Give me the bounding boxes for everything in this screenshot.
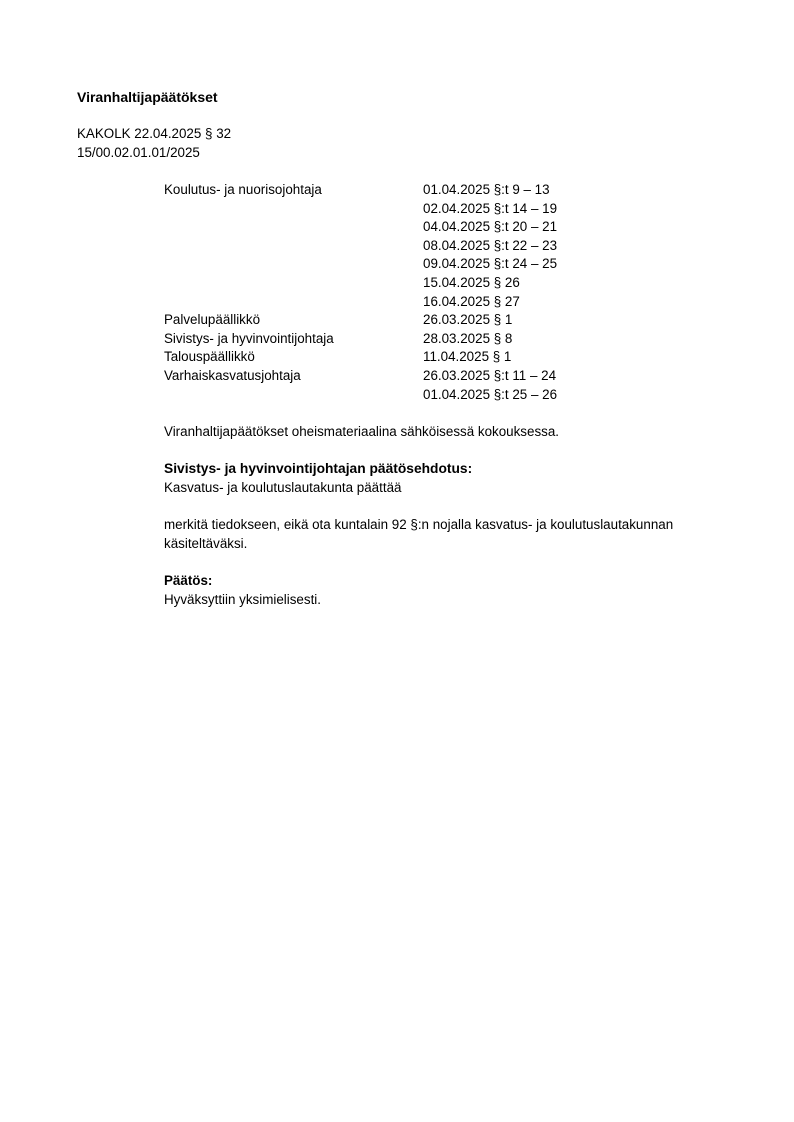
decision-reference: 26.03.2025 § 1 xyxy=(423,312,513,328)
decision-official: Talouspäällikkö xyxy=(164,349,255,365)
decision-reference: 04.04.2025 §:t 20 – 21 xyxy=(423,219,558,235)
meeting-reference: KAKOLK 22.04.2025 § 32 xyxy=(77,126,232,141)
decision-official: Palvelupäällikkö xyxy=(164,312,261,328)
decision-row xyxy=(164,368,724,387)
decision-reference: 16.04.2025 § 27 xyxy=(423,293,520,309)
decision-row xyxy=(164,275,724,294)
decision-reference: 09.04.2025 §:t 24 – 25 xyxy=(423,256,558,272)
decision-row xyxy=(164,294,724,313)
decision-row xyxy=(164,219,724,238)
decision-reference: 02.04.2025 §:t 14 – 19 xyxy=(423,200,558,216)
decision-official: Koulutus- ja nuorisojohtaja xyxy=(164,182,322,197)
proposal-heading: Sivistys- ja hyvinvointijohtajan päätösehdotus: xyxy=(164,461,473,476)
proposal-body: merkitä tiedokseen, eikä ota kuntalain 92 §:n nojalla kasvatus- ja koulutuslautakunnan käsiteltäväksi. xyxy=(164,517,674,551)
decision-reference: 11.04.2025 § 1 xyxy=(423,349,512,365)
decision-row xyxy=(164,387,724,406)
decision-row xyxy=(164,201,724,220)
decision-row xyxy=(164,349,724,368)
decision-row xyxy=(164,256,724,275)
proposal-intro: Kasvatus- ja koulutuslautakunta päättää xyxy=(164,480,402,495)
decision-official: Sivistys- ja hyvinvointijohtaja xyxy=(164,330,334,346)
decision-reference: 28.03.2025 § 8 xyxy=(423,330,513,346)
attachment-note: Viranhaltijapäätökset oheismateriaalina sähköisessä kokouksessa. xyxy=(164,424,560,439)
decision-reference: 08.04.2025 §:t 22 – 23 xyxy=(423,237,558,253)
decision-official: Varhaiskasvatusjohtaja xyxy=(164,368,301,383)
diary-number: 15/00.02.01.01/2025 xyxy=(77,145,200,160)
decision-row xyxy=(164,238,724,257)
decision-reference: 01.04.2025 §:t 25 – 26 xyxy=(423,386,558,402)
decision-heading: Päätös: xyxy=(164,573,213,588)
decision-reference: 26.03.2025 §:t 11 – 24 xyxy=(423,368,557,383)
decision-row xyxy=(164,182,724,201)
decision-text: Hyväksyttiin yksimielisesti. xyxy=(164,592,321,607)
decision-reference: 01.04.2025 §:t 9 – 13 xyxy=(423,182,550,197)
decision-row xyxy=(164,331,724,350)
page-title: Viranhaltijapäätökset xyxy=(77,89,218,105)
decision-row xyxy=(164,312,724,331)
decision-reference: 15.04.2025 § 26 xyxy=(423,275,520,290)
